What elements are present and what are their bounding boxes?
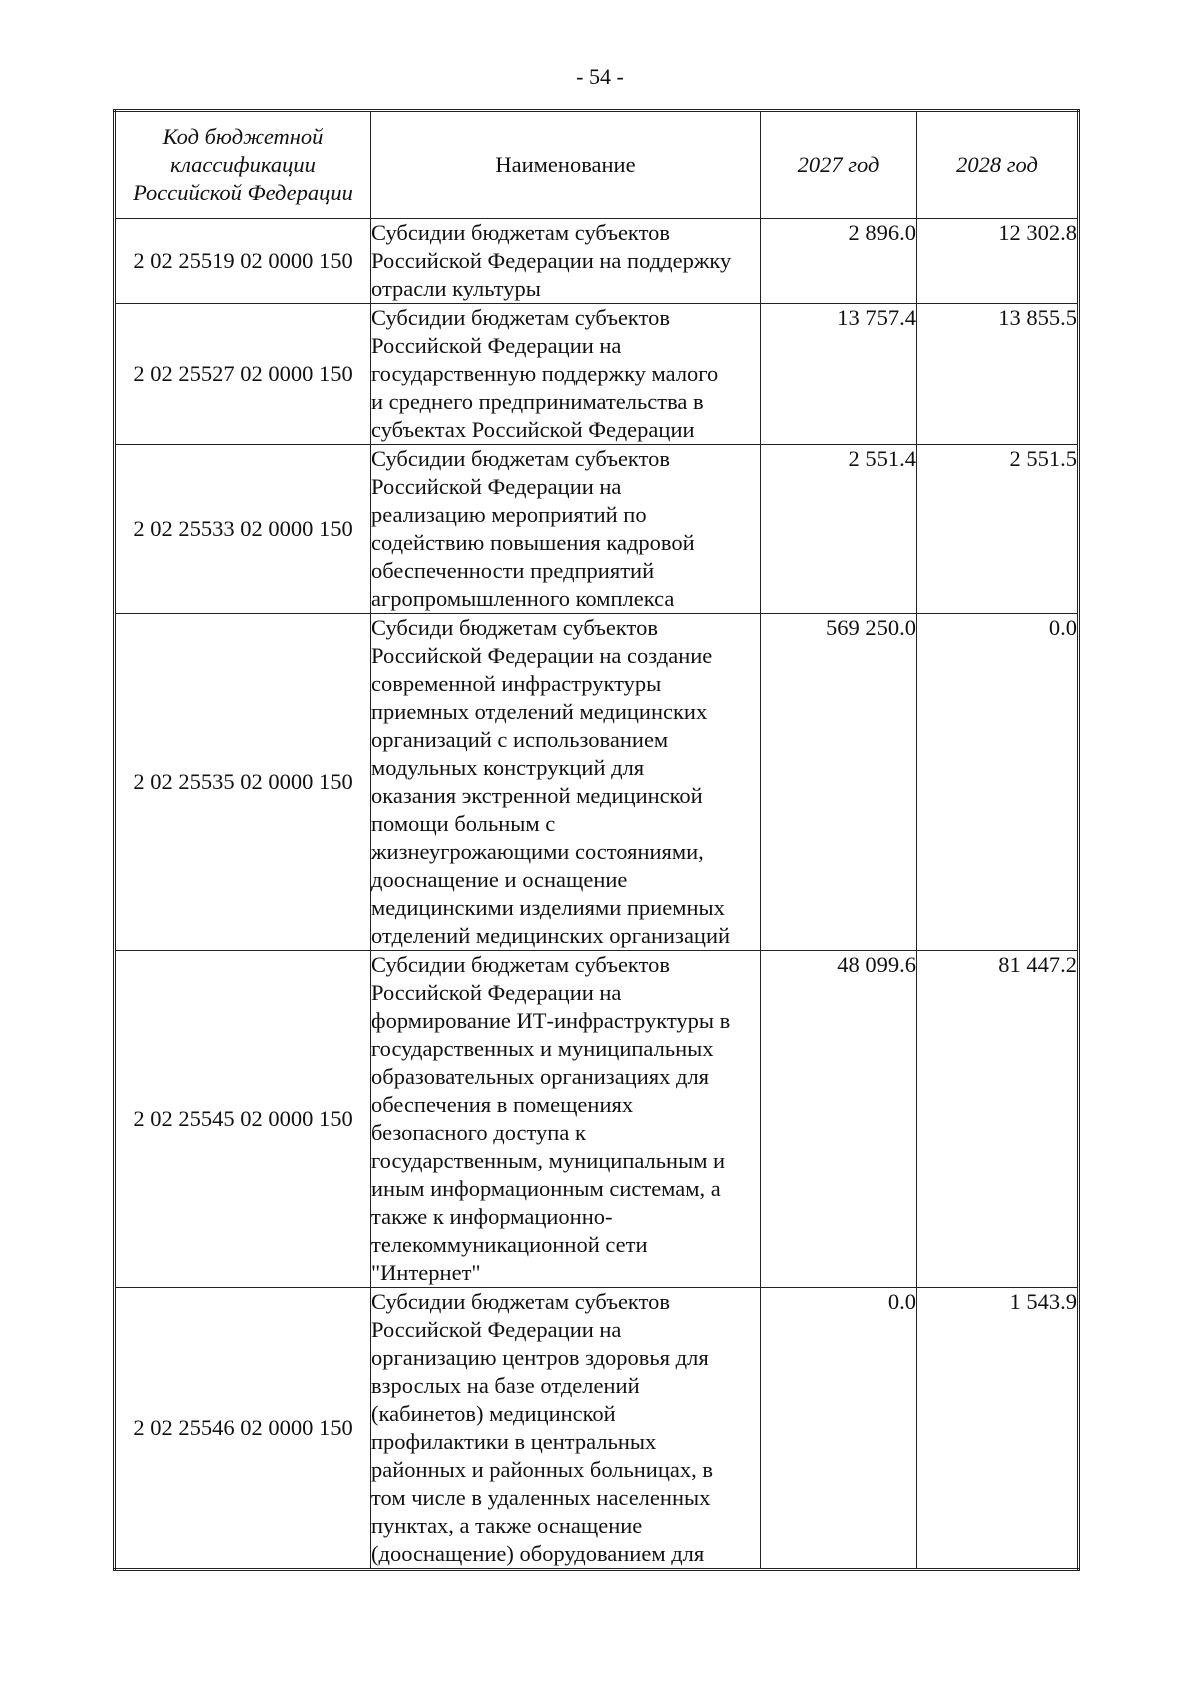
item-name-line: (дооснащение) оборудованием для xyxy=(371,1541,705,1566)
amount-2027-cell: 569 250.0 xyxy=(761,614,917,951)
item-name-line: государственных и муниципальных xyxy=(371,1036,714,1061)
item-name-line: Российской Федерации на создание xyxy=(371,643,713,668)
item-name-cell xyxy=(371,219,761,304)
item-name-line: Субсиди бюджетам субъектов xyxy=(371,615,658,640)
budget-code-cell: 2 02 25533 02 0000 150 xyxy=(115,445,371,614)
item-name-line: Российской Федерации на xyxy=(371,980,622,1005)
item-name-line: Российской Федерации на xyxy=(371,1317,622,1342)
item-name-line: телекоммуникационной сети xyxy=(371,1232,648,1257)
item-name-cell xyxy=(371,445,761,614)
item-name-line: пунктах, а также оснащение xyxy=(371,1513,643,1538)
table-row xyxy=(115,1288,1079,1570)
item-name-line: субъектах Российской Федерации xyxy=(371,417,695,442)
item-name-line: образовательных организациях для xyxy=(371,1064,710,1089)
item-name-line: отрасли культуры xyxy=(371,276,541,301)
page-number: - 54 - xyxy=(576,64,624,89)
item-name-line: Субсидии бюджетам субъектов xyxy=(371,220,670,245)
item-name-line: "Интернет" xyxy=(371,1260,481,1285)
item-name-line: современной инфраструктуры xyxy=(371,671,662,696)
item-name-line: организацию центров здоровья для xyxy=(371,1345,709,1370)
item-name-line: Субсидии бюджетам субъектов xyxy=(371,305,670,330)
header-year-2028: 2028 год xyxy=(917,111,1079,219)
item-name-line: оказания экстренной медицинской xyxy=(371,783,703,808)
budget-code-cell: 2 02 25519 02 0000 150 xyxy=(115,219,371,304)
item-name-cell xyxy=(371,1288,761,1570)
budget-code-cell: 2 02 25545 02 0000 150 xyxy=(115,951,371,1288)
amount-2028-cell: 1 543.9 xyxy=(917,1288,1079,1570)
amount-2028-cell: 0.0 xyxy=(917,614,1079,951)
header-year-2027: 2027 год xyxy=(761,111,917,219)
item-name-line: агропромышленного комплекса xyxy=(371,586,675,611)
item-name-line: также к информационно- xyxy=(371,1204,613,1229)
amount-2027-cell: 48 099.6 xyxy=(761,951,917,1288)
item-name-line: Субсидии бюджетам субъектов xyxy=(371,952,670,977)
budget-code-cell: 2 02 25546 02 0000 150 xyxy=(115,1288,371,1570)
budget-table xyxy=(113,109,1080,1571)
item-name-line: Субсидии бюджетам субъектов xyxy=(371,1289,670,1314)
item-name-line: приемных отделений медицинских xyxy=(371,699,708,724)
amount-2027-cell: 13 757.4 xyxy=(761,304,917,445)
item-name-line: формирование ИТ-инфраструктуры в xyxy=(371,1008,731,1033)
budget-code-cell: 2 02 25527 02 0000 150 xyxy=(115,304,371,445)
item-name-line: жизнеугрожающими состояниями, xyxy=(371,839,704,864)
item-name-line: государственным, муниципальным и xyxy=(371,1148,726,1173)
table-row xyxy=(115,445,1079,614)
item-name-line: помощи больным с xyxy=(371,811,556,836)
item-name-line: Российской Федерации на поддержку xyxy=(371,248,732,273)
item-name-line: медицинскими изделиями приемных xyxy=(371,895,725,920)
item-name-line: государственную поддержку малого xyxy=(371,361,719,386)
table-row xyxy=(115,951,1079,1288)
item-name-line: дооснащение и оснащение xyxy=(371,867,628,892)
item-name-cell xyxy=(371,951,761,1288)
amount-2028-cell: 13 855.5 xyxy=(917,304,1079,445)
item-name-line: Субсидии бюджетам субъектов xyxy=(371,446,670,471)
item-name-line: модульных конструкций для xyxy=(371,755,645,780)
item-name-line: районных и районных больницах, в xyxy=(371,1457,713,1482)
table-body xyxy=(115,219,1079,1570)
item-name-cell xyxy=(371,614,761,951)
amount-2027-cell: 2 551.4 xyxy=(761,445,917,614)
table-row xyxy=(115,614,1079,951)
amount-2027-cell: 2 896.0 xyxy=(761,219,917,304)
header-name: Наименование xyxy=(371,111,761,219)
item-name-line: Российской Федерации на xyxy=(371,474,622,499)
item-name-line: иным информационным системам, а xyxy=(371,1176,721,1201)
table-row xyxy=(115,304,1079,445)
item-name-line: Российской Федерации на xyxy=(371,333,622,358)
item-name-cell xyxy=(371,304,761,445)
item-name-line: том числе в удаленных населенных xyxy=(371,1485,711,1510)
item-name-line: и среднего предпринимательства в xyxy=(371,389,704,414)
item-name-line: обеспеченности предприятий xyxy=(371,558,655,583)
item-name-line: (кабинетов) медицинской xyxy=(371,1401,616,1426)
item-name-line: содействию повышения кадровой xyxy=(371,530,695,555)
budget-code-cell: 2 02 25535 02 0000 150 xyxy=(115,614,371,951)
amount-2028-cell: 2 551.5 xyxy=(917,445,1079,614)
table-header-row xyxy=(115,111,1079,219)
item-name-line: организаций с использованием xyxy=(371,727,669,752)
table-row xyxy=(115,219,1079,304)
item-name-line: обеспечения в помещениях xyxy=(371,1092,634,1117)
item-name-line: профилактики в центральных xyxy=(371,1429,657,1454)
item-name-line: взрослых на базе отделений xyxy=(371,1373,640,1398)
amount-2028-cell: 81 447.2 xyxy=(917,951,1079,1288)
amount-2028-cell: 12 302.8 xyxy=(917,219,1079,304)
item-name-line: отделений медицинских организаций xyxy=(371,923,731,948)
item-name-line: безопасного доступа к xyxy=(371,1120,586,1145)
header-code: Код бюджетной классификации Российской Федерации xyxy=(115,111,371,219)
amount-2027-cell: 0.0 xyxy=(761,1288,917,1570)
item-name-line: реализацию мероприятий по xyxy=(371,502,647,527)
